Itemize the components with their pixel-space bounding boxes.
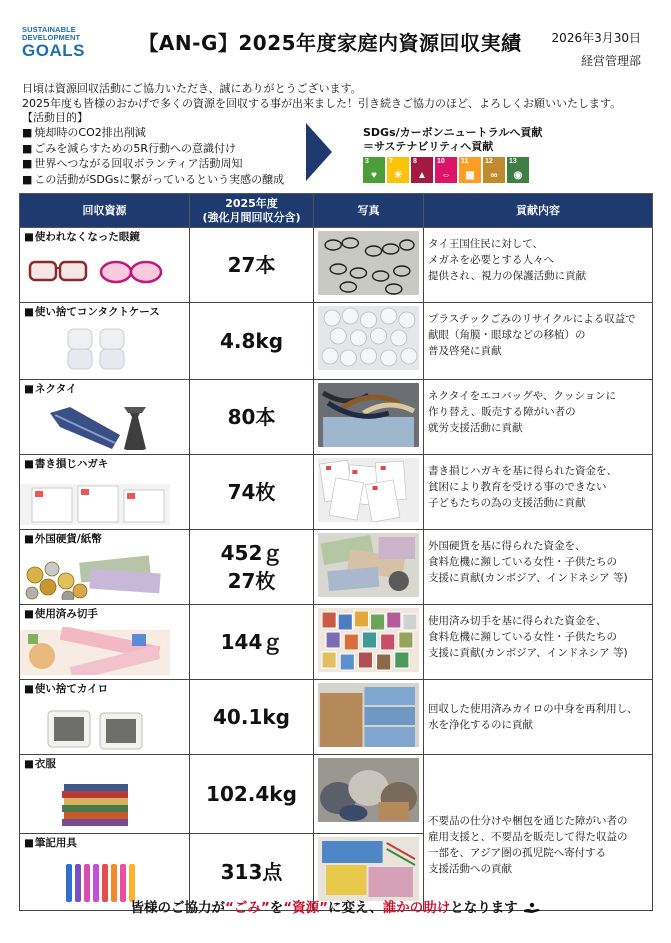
table-row — [20, 755, 653, 834]
purpose-item: ■ 世界へつながる回収ボランティア活動周知 — [22, 156, 284, 172]
photo-cell — [314, 530, 424, 605]
clothes-icon — [20, 777, 170, 829]
item-cell — [20, 380, 190, 455]
item-qty: 27本 — [190, 228, 314, 303]
desc-line: 回収した使用済みカイロの中身を再利用し、 — [428, 703, 638, 715]
header-qty-line2: (強化月間回収分含) — [202, 210, 301, 224]
sdg-icons — [363, 157, 529, 183]
item-qty: 102.4kg — [190, 755, 314, 834]
desc-line: 支援活動への貢献 — [428, 862, 512, 875]
item-qty: 144ｇ — [190, 605, 314, 680]
item-qty: 80本 — [190, 380, 314, 455]
purpose-item: ■ ごみを減らすための5R行動への意識付け — [22, 141, 284, 157]
item-cell — [20, 303, 190, 380]
item-qty: 4.8kg — [190, 303, 314, 380]
sdg-goal-number: 7 — [389, 158, 393, 165]
page-title: 【AN-G】2025年度家庭内資源回収実績 — [138, 31, 522, 55]
header-qty — [190, 194, 314, 228]
item-name: ■ 筆記用具 — [20, 834, 189, 850]
item-name: ■ 衣服 — [20, 755, 189, 771]
glasses-icon — [20, 250, 170, 292]
header-qty-line1: 2025年度 — [225, 196, 278, 210]
photo-cell — [314, 680, 424, 755]
desc-line: 書き損じハガキを基に得られた資金を、 — [428, 465, 617, 477]
photo-cell — [314, 380, 424, 455]
necktie-photo — [318, 383, 419, 447]
chevron-right-icon — [306, 123, 332, 181]
stationery-photo — [318, 837, 419, 901]
photo-cell — [314, 755, 424, 834]
footer-message — [0, 899, 671, 917]
table-header-row — [20, 194, 653, 228]
sdg-goal-glyph: ⇔ — [441, 170, 451, 181]
sdg-goal-glyph: ☀ — [393, 170, 403, 181]
item-qty-weight: 452ｇ — [220, 541, 283, 565]
sdg-goal-number: 13 — [509, 158, 517, 165]
table-row — [20, 530, 653, 605]
desc-line: メガネを必要とする人々へ — [428, 254, 554, 266]
sdg-goal-number: 3 — [365, 158, 369, 165]
desc-line: 外国硬貨を基に得られた資金を、 — [428, 540, 586, 552]
footer-part: となります — [450, 900, 518, 916]
header-item: 回収資源 — [20, 194, 190, 228]
item-name: ■ 使い捨てコンタクトケース — [20, 303, 189, 319]
purpose-item: ■ この活動がSDGsに繋がっているという実感の醸成 — [22, 172, 284, 188]
item-cell — [20, 530, 190, 605]
purpose-heading: 【活動目的】 — [22, 111, 88, 124]
desc-line: 不要品の仕分けや梱包を通じた障がい者の — [428, 814, 628, 827]
purpose-item: ■ 焼却時のCO2排出削減 — [22, 125, 284, 141]
table-row — [20, 680, 653, 755]
photo-cell — [314, 605, 424, 680]
sdg-goal-11-icon — [459, 157, 481, 183]
item-cell — [20, 228, 190, 303]
desc-line: 就労支援活動に貢献 — [428, 422, 523, 434]
header-photo: 写真 — [314, 194, 424, 228]
sdgs-logo — [22, 26, 100, 66]
footer-highlight: 誰かの助け — [382, 900, 451, 916]
desc-line: 食料危機に瀕している女性・子供たちの — [428, 556, 617, 568]
recycling-table — [19, 193, 653, 911]
sdg-goal-glyph: ∞ — [490, 170, 498, 181]
item-name: ■ 使用済み切手 — [20, 605, 189, 621]
helping-hand-icon — [523, 902, 541, 914]
table-row — [20, 605, 653, 680]
table-row — [20, 303, 653, 380]
sdg-goal-glyph: ▦ — [465, 170, 475, 181]
report-date: 2026年3月30日 — [551, 31, 641, 45]
desc-line: 献眼（角膜・眼球などの移植）の — [428, 329, 586, 341]
item-name: ■ ネクタイ — [20, 380, 189, 396]
desc-line: 一部を、アジア圏の孤児院へ寄付する — [428, 846, 607, 859]
hand-warmer-photo — [318, 683, 419, 747]
desc-line: ネクタイをエコバッグや、クッションに — [428, 390, 617, 402]
desc-line: 支援に貢献(カンボジア、インドネシア 等) — [428, 647, 628, 659]
desc-line: タイ王国住民に対して、 — [428, 238, 544, 250]
item-qty — [190, 530, 314, 605]
desc-cell — [424, 303, 653, 380]
item-qty: 313点 — [190, 834, 314, 911]
desc-cell — [424, 455, 653, 530]
desc-cell — [424, 228, 653, 303]
sdg-goal-glyph: ▲ — [417, 170, 427, 181]
desc-cell — [424, 530, 653, 605]
purpose-list — [22, 125, 284, 187]
desc-line: 子どもたちの為の支援活動に貢献 — [428, 497, 586, 509]
photo-cell — [314, 455, 424, 530]
sdg-goal-3-icon — [363, 157, 385, 183]
coins-photo — [318, 533, 419, 597]
postcard-icon — [20, 477, 170, 525]
photo-cell — [314, 228, 424, 303]
desc-line: 貧困により教育を受ける事のできない — [428, 481, 607, 493]
desc-line: 雇用支援と、不要品を販売して得た収益の — [428, 830, 628, 843]
table-row — [20, 380, 653, 455]
item-cell — [20, 605, 190, 680]
desc-cell — [424, 755, 653, 911]
sdg-goal-number: 10 — [437, 158, 445, 165]
glasses-photo — [318, 231, 419, 295]
footer-part: 皆様のご協力が — [130, 900, 225, 916]
desc-cell — [424, 605, 653, 680]
contact-case-icon — [20, 325, 170, 371]
footer-highlight: “資源” — [283, 900, 328, 916]
intro-text — [22, 81, 642, 111]
intro-line2: 2025年度も皆様のおかげで多くの資源を回収する事が出来ました！引き続きご協力のほど、よろしくお願いいたします。 — [22, 97, 622, 110]
stamps-photo — [318, 608, 419, 672]
sdg-line2: ＝サステナビリティへ貢献 — [363, 140, 494, 153]
item-name: ■ 使われなくなった眼鏡 — [20, 228, 189, 244]
sdg-goal-12-icon — [483, 157, 505, 183]
desc-line: 作り替え、販売する障がい者の — [428, 406, 576, 418]
sdg-goal-number: 12 — [485, 158, 493, 165]
item-cell — [20, 755, 190, 834]
item-qty-count: 27枚 — [227, 569, 276, 593]
logo-line3: GOALS — [22, 41, 85, 60]
sdg-goal-7-icon — [387, 157, 409, 183]
item-cell — [20, 455, 190, 530]
logo-line2: DEVELOPMENT — [22, 33, 81, 42]
item-qty: 74枚 — [190, 455, 314, 530]
header-desc: 貢献内容 — [424, 194, 653, 228]
department: 経営管理部 — [580, 54, 641, 68]
desc-line: 提供され、視力の保護活動に貢献 — [428, 270, 587, 282]
desc-line: プラスチックごみのリサイクルによる収益で — [428, 313, 636, 325]
coins-icon — [20, 552, 170, 600]
desc-line: 使用済み切手を基に得られた資金を、 — [428, 615, 607, 627]
sdg-contribution-text — [363, 126, 542, 154]
desc-line: 食料危機に瀕している女性・子供たちの — [428, 631, 617, 643]
stamps-icon — [20, 627, 170, 675]
desc-line: 水を浄化するのに貢献 — [428, 719, 533, 731]
logo-line1: SUSTAINABLE — [22, 25, 76, 34]
item-name: ■ 外国硬貨/紙幣 — [20, 530, 189, 546]
item-cell — [20, 680, 190, 755]
photo-cell — [314, 303, 424, 380]
sdg-goal-glyph: ◉ — [513, 170, 523, 181]
hand-warmer-icon — [20, 702, 170, 750]
sdg-goal-number: 11 — [461, 158, 469, 165]
item-name: ■ 書き損じハガキ — [20, 455, 189, 471]
postcard-photo — [318, 458, 419, 522]
sdg-goal-glyph: ♥ — [371, 170, 377, 181]
sdg-goal-13-icon — [507, 157, 529, 183]
footer-part: に変え、 — [327, 900, 383, 916]
desc-line: 支援に貢献(カンボジア、インドネシア 等) — [428, 572, 628, 584]
sdg-line1: SDGs/カーボンニュートラルへ貢献 — [363, 126, 543, 139]
desc-block — [428, 797, 648, 877]
clothes-photo — [318, 758, 419, 822]
desc-cell — [424, 380, 653, 455]
header — [0, 0, 671, 78]
table-row — [20, 228, 653, 303]
sdg-goal-number: 8 — [413, 158, 417, 165]
desc-line: 普及啓発に貢献 — [428, 345, 502, 357]
sdg-goal-10-icon — [435, 157, 457, 183]
footer-highlight: “ごみ” — [224, 900, 270, 916]
intro-line1: 日頃は資源回収活動にご協力いただき、誠にありがとうございます。 — [22, 82, 362, 95]
necktie-icon — [20, 402, 170, 450]
desc-cell — [424, 680, 653, 755]
table-row — [20, 455, 653, 530]
footer-part: を — [269, 900, 284, 916]
item-name: ■ 使い捨てカイロ — [20, 680, 189, 696]
item-qty: 40.1kg — [190, 680, 314, 755]
contact-case-photo — [318, 306, 419, 370]
sdg-goal-8-icon — [411, 157, 433, 183]
